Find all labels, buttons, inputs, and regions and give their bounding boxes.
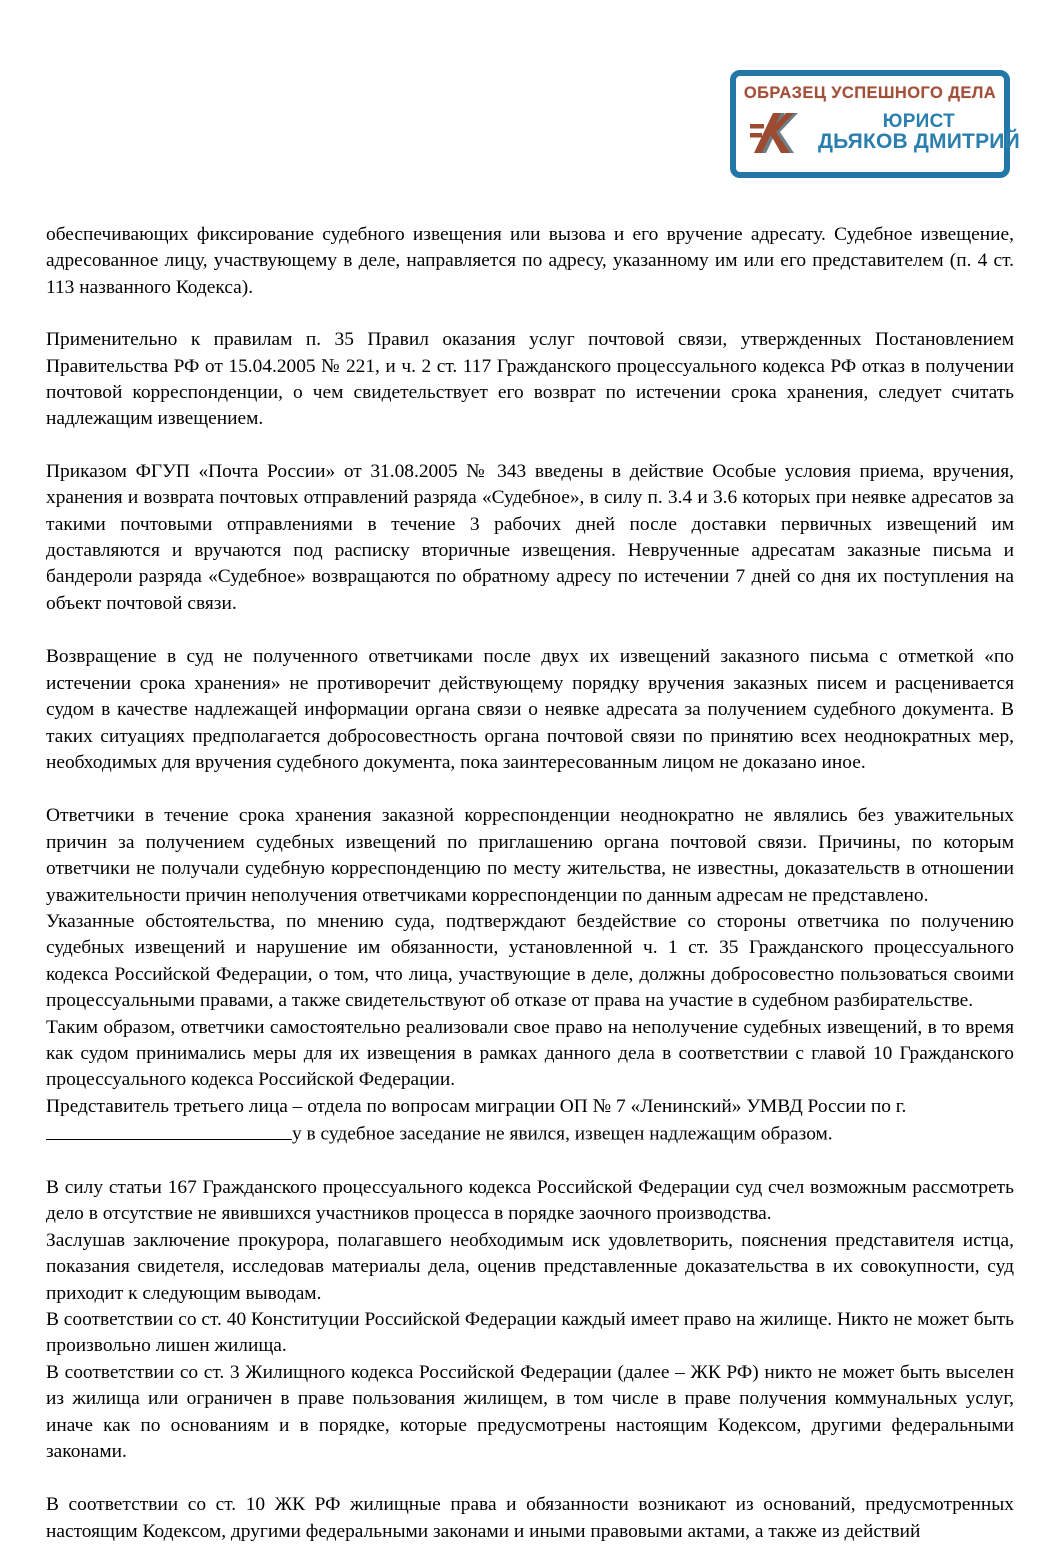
document-text-body bbox=[46, 222, 1014, 1545]
logo-main-row bbox=[736, 111, 1020, 155]
representative-line bbox=[46, 1094, 1014, 1120]
paragraph-p7: Таким образом, ответчики самостоятельно реализовали свое право на неполучение судебных извещений, в то время как судом принимались меры для их извещения в рамках данного дела в соответствии с главой 10 Гражданского процессуального кодекса Российской Федерации. bbox=[46, 1016, 1014, 1091]
paragraph-p2: Применительно к правилам п. 35 Правил оказания услуг почтовой связи, утвержденных Постановлением Правительства РФ от 15.04.2005 № 221, и ч. 2 ст. 117 Гражданского процессуального кодекса РФ отказ в получении почтовой корреспонденции, о чем свидетельствует его возврат по истечении срока хранения, следует считать надлежащим извещением. bbox=[46, 329, 1014, 430]
paragraph-p11: В соответствии со ст. 3 Жилищного кодекса Российской Федерации (далее – ЖК РФ) никто не может быть выселен из жилища или ограничен в праве пользования жилищем, в том числе в праве получения коммунальных услуг, иначе как по основаниям и в порядке, которые предусмотрены настоящим Кодексом, другими федеральными законами. bbox=[46, 1361, 1014, 1463]
paragraph-p12: В соответствии со ст. 10 ЖК РФ жилищные права и обязанности возникают из оснований, предусмотренных настоящим Кодексом, другими федеральными законами и иными правовыми актами, а также из действий bbox=[46, 1494, 1014, 1542]
lawyer-monogram-icon bbox=[750, 111, 810, 155]
paragraph-p5: Ответчики в течение срока хранения заказной корреспонденции неоднократно не являлись без уважительных причин за получением судебных извещений по приглашению органа почтовой связи. Причины, по которым ответчики не получали судебную корреспонденцию по месту жительства, не известны, доказательств в отношении уважительности причин неполучения ответчиками корреспонденции по данным адресам не представлено. bbox=[46, 805, 1014, 906]
logo-name-block bbox=[818, 112, 1020, 153]
paragraph-p4: Возвращение в суд не полученного ответчиками после двух их извещений заказного письма с отметкой «по истечении срока хранения» не противоречит действующему порядку вручения заказных писем и расценивается судом в качестве надлежащей информации органа связи о неявке адресата за получением судебного документа. В таких ситуациях предполагается добросовестность органа почтовой связи по принятию всех неоднократных мер, необходимых для вручения судебного документа, пока заинтересованным лицом не доказано иное. bbox=[46, 646, 1014, 773]
paragraph-p3: Приказом ФГУП «Почта России» от 31.08.2005 № 343 введены в действие Особые условия приема, вручения, хранения и возврата почтовых отправлений разряда «Судебное», в силу п. 3.4 и 3.6 которых при неявке адресатов за такими почтовыми отправлениями в течение 3 рабочих дней после доставки первичных извещений им доставляются и вручаются под расписку вторичные извещения. Неврученные адресатам заказные письма и бандероли разряда «Судебное» возвращаются по обратному адресу по истечении 7 дней со дня их поступления на объект почтовой связи. bbox=[46, 460, 1014, 614]
paragraph-p9: Заслушав заключение прокурора, полагавшего необходимым иск удовлетворить, пояснения представителя истца, показания свидетеля, исследовав материалы дела, оценив представленные доказательства в их совокупности, суд приходит к следующим выводам. bbox=[46, 1229, 1014, 1304]
paragraph-p8: В силу статьи 167 Гражданского процессуального кодекса Российской Федерации суд счел возможным рассмотреть дело в отсутствие не явившихся участников процесса в порядке заочного производства. bbox=[46, 1177, 1014, 1225]
logo-badge bbox=[730, 70, 1020, 178]
logo-tagline: ОБРАЗЕЦ УСПЕШНОГО ДЕЛА bbox=[743, 84, 997, 102]
representative-blank-field[interactable] bbox=[46, 1120, 292, 1139]
representative-text-after: у в судебное заседание не явился, извещен надлежащим образом. bbox=[292, 1123, 833, 1145]
paragraph-p6: Указанные обстоятельства, по мнению суда, подтверждают бездействие со стороны ответчика по получению судебных извещений и нарушение им обязанности, установленной ч. 1 ст. 35 Гражданского процессуального кодекса Российской Федерации, о том, что лица, участвующие в деле, должны добросовестно пользоваться своими процессуальными правами, а также свидетельствуют об отказе от права на участие в судебном разбирательстве. bbox=[46, 910, 1014, 1012]
logo-name-top: ЮРИСТ bbox=[882, 111, 956, 133]
paragraph-p1: обеспечивающих фиксирование судебного извещения или вызова и его вручение адресату. Судебное извещение, адресованное лицу, участвующему в деле, направляется по адресу, указанному им или его представителем (п. 4 ст. 113 названного Кодекса). bbox=[46, 224, 1014, 298]
representative-text-before: Представитель третьего лица – отдела по вопросам миграции ОП № 7 «Ленинский» УМВД России по г. bbox=[46, 1095, 907, 1117]
representative-line-continued bbox=[46, 1120, 1014, 1148]
paragraph-p10: В соответствии со ст. 40 Конституции Российской Федерации каждый имеет право на жилище. Никто не может быть произвольно лишен жилища. bbox=[46, 1309, 1014, 1357]
logo-name-bottom: ДЬЯКОВ ДМИТРИЙ bbox=[818, 130, 1020, 154]
